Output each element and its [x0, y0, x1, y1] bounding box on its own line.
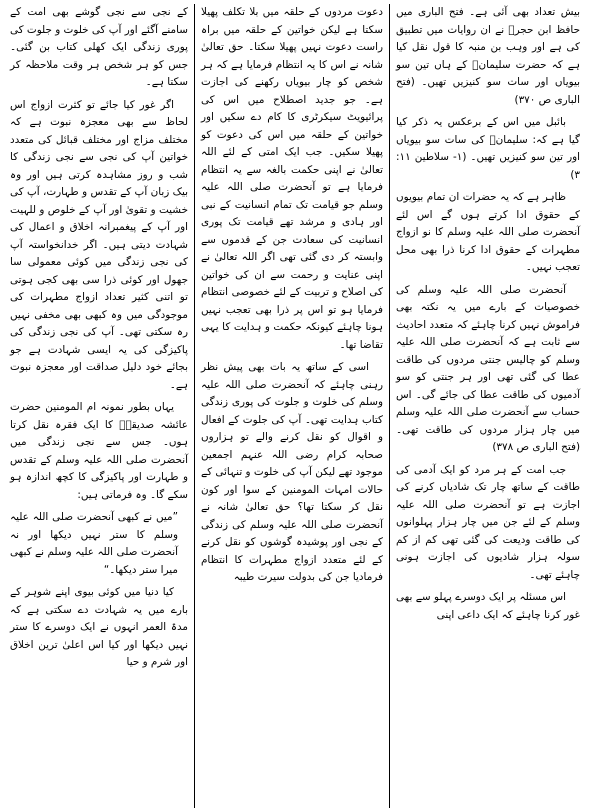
paragraph: دعوت مردوں کے حلقہ میں بلا تکلف پھیلا سکتا ہے لیکن خواتین کے حلقہ میں براہ راست دعوت نہیں پھیلا سکتا۔ حق تعالیٰ شانہ نے اس کا یہ انتظام فرمایا ہے کہ ہر شخص کو چار بیویاں رکھنے کی اجازت ہے۔ جو جدید اصطلاح میں اس کی پرائیویٹ سیکرٹری کا کام دے سکیں اور خواتین کے حلقہ میں اس کی دعوت کو پھیلا سکیں۔ جب ایک امتی کے لئے اللہ تعالیٰ نے اپنی حکمت بالغہ سے یہ انتظام فرمایا ہے تو آنحضرت صلی اللہ علیہ وسلم جو قیامت تک تمام انسانیت کے نبی اور ہادی و مرشد تھے قیامت تک پوری انسانیت کی سعادت جن کے قدموں سے وابستہ کر دی گئی تھی اگر اللہ تعالیٰ نے اپنی عنایت و رحمت سے ان کی خواتین کی اصلاح و تربیت کے لئے خصوصی انتظام فرمایا ہو تو اس پر ذرا بھی تعجب نہیں ہونا چاہئے کیونکہ حکمت و ہدایت کا یہی تقاضا تھا۔ — [201, 6, 383, 351]
paragraph: جب امت کے ہر مرد کو ایک آدمی کی طاقت کے ساتھ چار تک شادیاں کرنے کی اجازت ہے تو آنحضرت صلی اللہ علیہ وسلم کے لئے جن میں چار ہزار پہلوانوں کی طاقت ودیعت کی گئی تھی کم از کم سولہ ہزار شادیوں کی اجازت ہونی چاہئے تھی۔ — [396, 463, 580, 581]
paragraph: آنحضرت صلی اللہ علیہ وسلم کی خصوصیات کے بارے میں یہ نکتہ بھی فراموش نہیں کرنا چاہئے کہ متعدد احادیث سے ثابت ہے کہ آنحضرت صلی اللہ علیہ وسلم کو چالیس جنتی مردوں کی طاقت عطا کی گئی تھی اور ہر جنتی کو سو آدمیوں کی طاقت عطا کی جائے گی۔ اس حساب سے آنحضرت صلی اللہ علیہ وسلم میں چار ہزار مردوں کی طاقت تھی۔ (فتح الباری ص ۳۷۸) — [396, 283, 580, 453]
paragraph: بیش تعداد بھی آئی ہے۔ فتح الباری میں حافظ ابن حجرؒ نے ان روایات میں تطبیق کی ہے اور وہب بن منبہ کا قول نقل کیا ہے کہ حضرت سلیمانؑ کے ہاں تین سو بیویاں اور سات سو کنیزیں تھیں۔ (فتح الباری ص ۳۷۰) — [396, 6, 580, 106]
paragraph: بائبل میں اس کے برعکس یہ ذکر کیا گیا ہے کہ: سلیمانؑ کی سات سو بیویاں اور تین سو کنیزیں تھیں۔ (۱- سلاطین ۱۱: ۳) — [396, 116, 580, 181]
quotation: ”میں نے کبھی آنحضرت صلی اللہ علیہ وسلم کا ستر نہیں دیکھا اور نہ آنحضرت صلی اللہ علیہ وسلم نے کبھی میرا ستر دیکھا۔“ — [10, 511, 178, 576]
paragraph: اسی کے ساتھ یہ بات بھی پیش نظر رہنی چاہئے کہ آنحضرت صلی اللہ علیہ وسلم کی خلوت و جلوت کی پوری زندگی کتاب ہدایت تھی۔ آپ کی جلوت کے افعال و اقوال کو نقل کرنے والے تو ہزاروں صحابہ کرام رضی اللہ عنہم اجمعین موجود تھے لیکن آپ کی خلوت و تنہائی کے حالات امہات المومنین کے سوا اور کون نقل کر سکتا تھا؟ حق تعالیٰ شانہ نے آنحضرت صلی اللہ علیہ وسلم کی زندگی کے نجی اور پوشیدہ گوشوں کو نقل کرنے کے لئے متعدد ازواج مطہرات کا انتظام فرمادیا جن کی بدولت سیرت طیبہ — [201, 361, 383, 583]
paragraph: یہاں بطور نمونہ ام المومنین حضرت عائشہ صدیقہؓ کا ایک فقرہ نقل کرتا ہوں۔ جس سے نجی زندگی میں آنحضرت صلی اللہ علیہ وسلم کے تقدس و طہارت اور پاکیزگی کا کچھ اندازہ ہو سکے گا۔ وہ فرماتی ہیں: — [10, 401, 188, 501]
text-column-left — [4, 4, 194, 808]
text-column-middle — [194, 4, 390, 808]
paragraph: اس مسئلہ پر ایک دوسرے پہلو سے بھی غور کرنا چاہئے کہ ایک داعی اپنی — [396, 591, 580, 621]
paragraph: ظاہر ہے کہ یہ حضرات ان تمام بیویوں کے حقوق ادا کرتے ہوں گے اس لئے آنحضرت صلی اللہ علیہ وسلم کا نو ازواج مطہرات کے حقوق ادا کرنا ذرا بھی محل تعجب نہیں۔ — [396, 191, 580, 273]
paragraph: اگر غور کیا جائے تو کثرت ازواج اس لحاظ سے بھی معجزہ نبوت ہے کہ مختلف مزاج اور مختلف قبائل کی متعدد خواتین آپ کی نجی سے نجی زندگی کا شب و روز مشاہدہ کرتی ہیں اور وہ بیک زبان آپ کے تقدس و طہارت، آپ کی خشیت و تقویٰ اور آپ کے خلوص و للہیت اور آپ کے پیغمبرانہ اخلاق و اعمال کی شہادت دیتی ہیں۔ اگر خدانخواستہ آپ کی نجی زندگی میں کوئی معمولی سا جھول اور کوئی ذرا سی بھی کجی ہوتی تو اتنی کثیر تعداد ازواج مطہرات کی موجودگی میں وہ کبھی بھی مخفی نہیں رہ سکتی تھی۔ آپ کی نجی زندگی کی پاکیزگی کی یہ ایسی شہادت ہے جو بجائے خود دلیل صداقت اور معجزہ نبوت ہے۔ — [10, 98, 188, 391]
text-column-right — [390, 4, 586, 808]
paragraph: کیا دنیا میں کوئی بیوی اپنے شوہر کے بارے میں یہ شہادت دے سکتی ہے کہ مدۃ العمر انہوں نے ایک دوسرے کا ستر نہیں دیکھا اور کیا اس اعلیٰ ترین اخلاق اور شرم و حیا — [10, 586, 188, 668]
paragraph: کے نجی سے نجی گوشے بھی امت کے سامنے آگئے اور آپ کی خلوت و جلوت کی پوری زندگی ایک کھلی کتاب بن گئی۔ جس کو ہر شخص ہر وقت ملاحظہ کر سکتا ہے۔ — [10, 6, 188, 88]
